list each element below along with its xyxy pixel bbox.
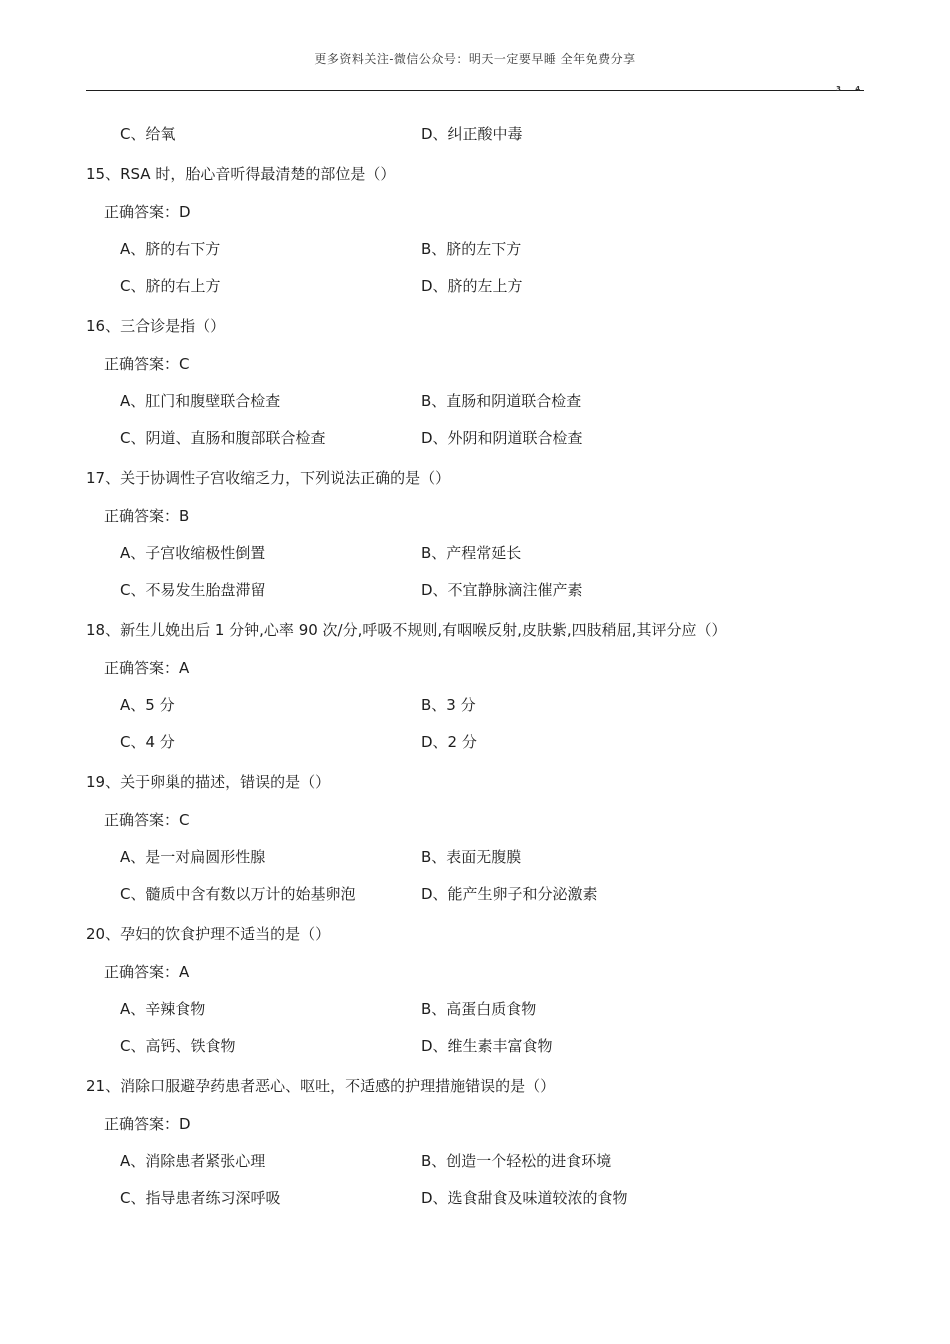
option-b: B、创造一个轻松的进食环境 bbox=[421, 1152, 612, 1170]
option-b: B、表面无腹膜 bbox=[421, 848, 522, 866]
page-number: 3 4 bbox=[836, 85, 867, 93]
option-a: A、脐的右下方 bbox=[120, 240, 221, 258]
option-a: A、是一对扁圆形性腺 bbox=[120, 848, 266, 866]
option-c: C、高钙、铁食物 bbox=[120, 1037, 236, 1055]
question-stem: 17、关于协调性子宫收缩乏力，下列说法正确的是（） bbox=[86, 469, 451, 487]
option-d: D、能产生卵子和分泌激素 bbox=[421, 885, 598, 903]
correct-answer: 正确答案：C bbox=[104, 811, 190, 829]
correct-answer: 正确答案：C bbox=[104, 355, 190, 373]
question-stem: 20、孕妇的饮食护理不适当的是（） bbox=[86, 925, 331, 943]
header-rule bbox=[86, 90, 864, 91]
question-stem: 19、关于卵巢的描述，错误的是（） bbox=[86, 773, 331, 791]
correct-answer: 正确答案：A bbox=[104, 963, 190, 981]
option-d: D、外阴和阴道联合检查 bbox=[421, 429, 583, 447]
option-d: D、纠正酸中毒 bbox=[421, 125, 523, 143]
option-d: D、脐的左上方 bbox=[421, 277, 523, 295]
option-c: C、阴道、直肠和腹部联合检查 bbox=[120, 429, 326, 447]
option-d: D、维生素丰富食物 bbox=[421, 1037, 553, 1055]
option-d: D、2 分 bbox=[421, 733, 477, 751]
option-c: C、不易发生胎盘滞留 bbox=[120, 581, 266, 599]
option-d: D、不宜静脉滴注催产素 bbox=[421, 581, 583, 599]
option-c: C、指导患者练习深呼吸 bbox=[120, 1189, 281, 1207]
option-b: B、直肠和阴道联合检查 bbox=[421, 392, 582, 410]
option-c: C、脐的右上方 bbox=[120, 277, 221, 295]
correct-answer: 正确答案：A bbox=[104, 659, 190, 677]
option-a: A、消除患者紧张心理 bbox=[120, 1152, 266, 1170]
option-c: C、给氧 bbox=[120, 125, 176, 143]
option-c: C、髓质中含有数以万计的始基卵泡 bbox=[120, 885, 356, 903]
option-b: B、产程常延长 bbox=[421, 544, 522, 562]
question-stem: 15、RSA 时，胎心音听得最清楚的部位是（） bbox=[86, 165, 396, 183]
question-stem: 16、三合诊是指（） bbox=[86, 317, 226, 335]
option-a: A、5 分 bbox=[120, 696, 175, 714]
correct-answer: 正确答案：D bbox=[104, 203, 191, 221]
option-d: D、选食甜食及味道较浓的食物 bbox=[421, 1189, 628, 1207]
page-header: 更多资料关注-微信公众号：明天一定要早睡 全年免费分享 bbox=[314, 52, 636, 66]
option-c: C、4 分 bbox=[120, 733, 175, 751]
question-stem: 21、消除口服避孕药患者恶心、呕吐，不适感的护理措施错误的是（） bbox=[86, 1077, 556, 1095]
option-a: A、肛门和腹壁联合检查 bbox=[120, 392, 281, 410]
option-b: B、脐的左下方 bbox=[421, 240, 522, 258]
correct-answer: 正确答案：B bbox=[104, 507, 190, 525]
correct-answer: 正确答案：D bbox=[104, 1115, 191, 1133]
option-b: B、3 分 bbox=[421, 696, 476, 714]
question-stem: 18、新生儿娩出后 1 分钟,心率 90 次/分,呼吸不规则,有咽喉反射,皮肤紫,四肢稍屈,其评分应（） bbox=[86, 621, 727, 639]
option-a: A、子宫收缩极性倒置 bbox=[120, 544, 266, 562]
option-a: A、辛辣食物 bbox=[120, 1000, 206, 1018]
option-b: B、高蛋白质食物 bbox=[421, 1000, 537, 1018]
